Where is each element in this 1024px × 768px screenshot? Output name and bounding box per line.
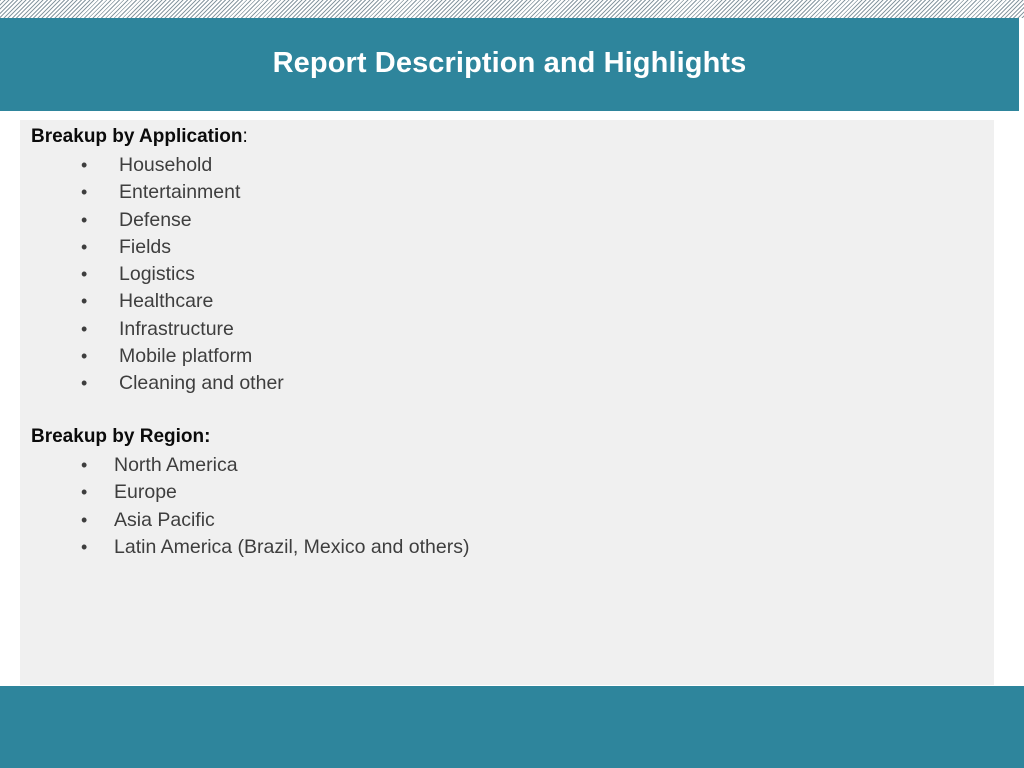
list-item-label: Logistics	[119, 263, 195, 286]
list-item-label: Fields	[119, 235, 172, 258]
bullet-icon: •	[81, 509, 88, 530]
list-item-label: North America	[114, 454, 238, 476]
application-heading-text: Breakup by Application	[31, 126, 243, 147]
bullet-icon: •	[81, 236, 88, 257]
bullet-icon: •	[81, 373, 88, 394]
list-item-label: Asia Pacific	[114, 508, 215, 531]
bullet-icon: •	[81, 264, 88, 285]
region-heading: Breakup by Region:	[31, 426, 211, 447]
list-item-label: Cleaning and other	[119, 372, 284, 395]
list-item-label: Household	[119, 154, 213, 176]
list-item-label: Mobile platform	[119, 345, 253, 368]
list-item-label: Latin America (Brazil, Mexico and others)	[114, 535, 470, 558]
page-title: Report Description and Highlights	[272, 47, 747, 79]
application-heading-colon: :	[242, 126, 248, 147]
bullet-icon: •	[81, 318, 88, 339]
list-item-label: Defense	[119, 208, 192, 231]
list-item-label: Infrastructure	[119, 317, 234, 340]
top-decorative-pattern	[0, 0, 1024, 18]
content-panel	[20, 120, 994, 685]
list-item-label: Europe	[114, 481, 177, 504]
bullet-icon: •	[81, 346, 88, 367]
bullet-icon: •	[81, 291, 88, 312]
list-item-label: Entertainment	[119, 181, 241, 204]
bullet-icon: •	[81, 209, 88, 230]
header-bar	[0, 18, 1019, 111]
list-item-label: Healthcare	[119, 290, 214, 313]
bullet-icon: •	[81, 182, 88, 203]
bullet-icon: •	[81, 482, 88, 503]
bullet-icon: •	[81, 536, 88, 557]
footer-bar	[0, 686, 1024, 768]
bullet-icon: •	[81, 155, 88, 175]
application-heading	[31, 126, 248, 148]
bullet-icon: •	[81, 455, 88, 475]
